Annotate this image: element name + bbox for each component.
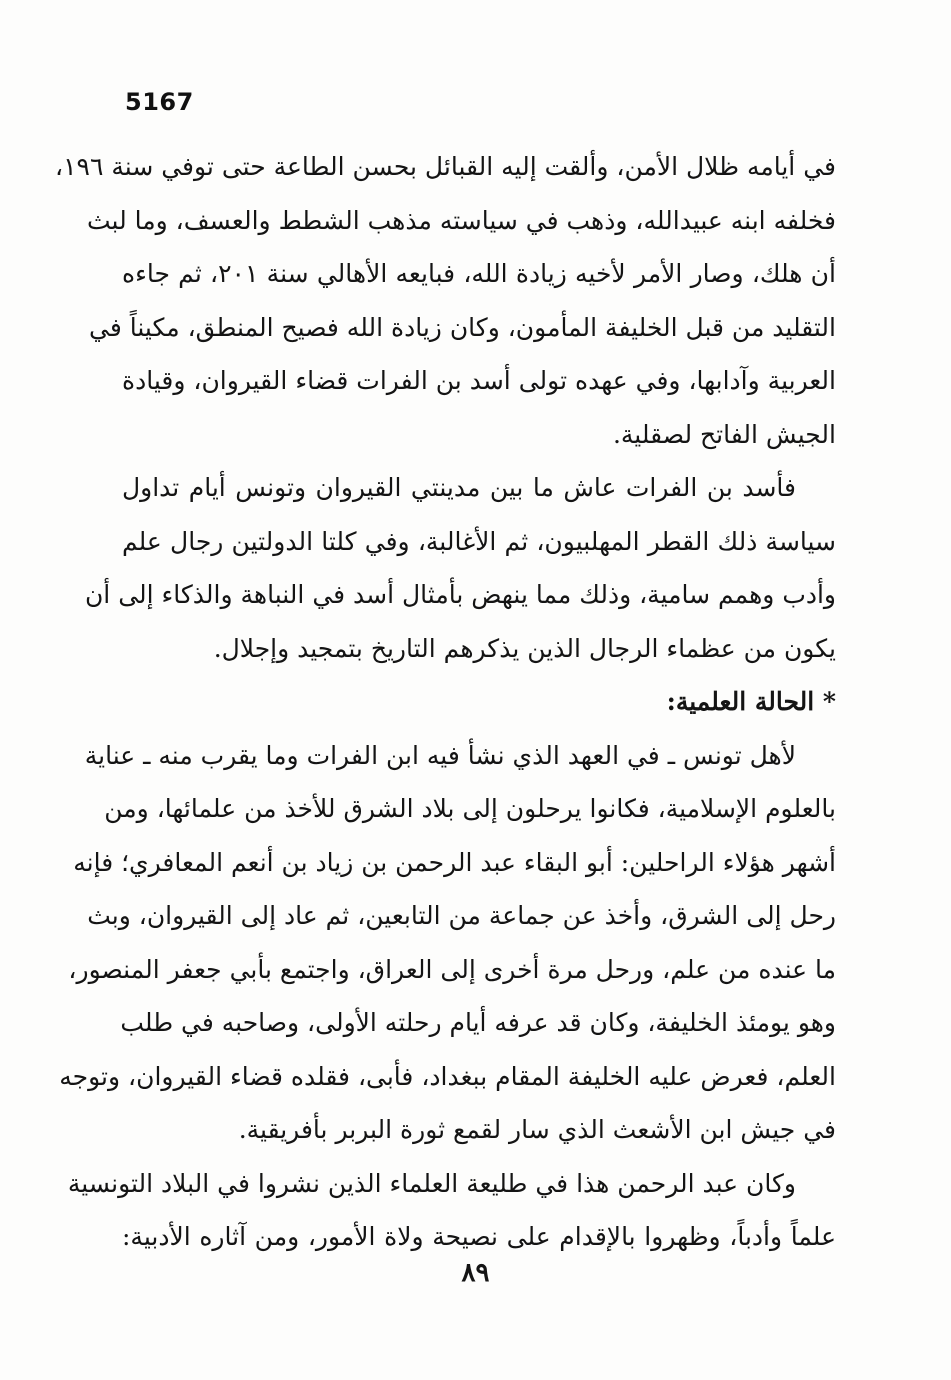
text-line: وهو يومئذ الخليفة، وكان قد عرفه أيام رحلته الأولى، وصاحبه في طلب <box>120 1008 836 1037</box>
body-text <box>55 140 836 1264</box>
text-line: التقليد من قبل الخليفة المأمون، وكان زيادة الله فصيح المنطق، مكيناً في <box>89 312 836 342</box>
page-number-bottom: ٨٩ <box>461 1258 490 1288</box>
paragraph <box>67 1157 836 1264</box>
text-line: وأدب وهمم سامية، وذلك مما ينهض بأمثال أسد في النباهة والذكاء إلى أن <box>84 580 836 609</box>
text-line: فأسد بن الفرات عاش ما بين مدينتي القيروان وتونس أيام تداول <box>122 473 796 502</box>
paragraph <box>59 729 836 1157</box>
text-line: في أيامه ظلال الأمن، وألقت إليه القبائل بحسن الطاعة حتى توفي سنة ١٩٦، <box>55 152 836 181</box>
paragraph <box>55 140 836 461</box>
text-line: العلم، فعرض عليه الخليفة المقام ببغداد، فأبى، فقلده قضاء القيروان، وتوجه <box>59 1061 836 1091</box>
text-line: العربية وآدابها، وفي عهده تولى أسد بن الفرات قضاء القيروان، وقيادة <box>122 366 836 395</box>
heading-text: الحالة العلمية: <box>666 687 815 716</box>
text-line: سياسة ذلك القطر المهلبيون، ثم الأغالبة، وفي كلتا الدولتين رجال علم <box>122 526 836 556</box>
page-number-top: 5167 <box>125 88 194 116</box>
text-line: فخلفه ابنه عبيدالله، وذهب في سياسته مذهب الشطط والعسف، وما لبث <box>87 205 836 235</box>
text-line: في جيش ابن الأشعث الذي سار لقمع ثورة البربر بأفريقية. <box>238 1115 836 1144</box>
text-line: ما عنده من علم، ورحل مرة أخرى إلى العراق، واجتمع بأبي جعفر المنصور، <box>68 954 836 984</box>
text-line: بالعلوم الإسلامية، فكانوا يرحلون إلى بلاد الشرق للأخذ من علمائها، ومن <box>104 794 836 823</box>
text-line: علماً وأدباً، وظهروا بالإقدام على نصيحة ولاة الأمور، ومن آثاره الأدبية: <box>122 1222 836 1251</box>
heading-bullet: * <box>822 687 836 716</box>
section-heading <box>122 675 836 729</box>
text-line: رحل إلى الشرق، وأخذ عن جماعة من التابعين، ثم عاد إلى القيروان، وبث <box>87 901 836 930</box>
text-line: يكون من عظماء الرجال الذين يذكرهم التاريخ بتمجيد وإجلال. <box>213 633 836 663</box>
paragraph <box>84 461 836 675</box>
text-line: الجيش الفاتح لصقلية. <box>612 419 836 449</box>
text-line: أن هلك، وصار الأمر لأخيه زيادة الله، فبايعه الأهالي سنة ٢٠١، ثم جاءه <box>122 259 836 288</box>
text-line: وكان عبد الرحمن هذا في طليعة العلماء الذين نشروا في البلاد التونسية <box>67 1168 796 1198</box>
text-line: أشهر هؤلاء الراحلين: أبو البقاء عبد الرحمن بن زياد بن أنعم المعافري؛ فإنه <box>73 847 836 877</box>
text-line: لأهل تونس ـ في العهد الذي نشأ فيه ابن الفرات وما يقرب منه ـ عناية <box>84 740 796 770</box>
